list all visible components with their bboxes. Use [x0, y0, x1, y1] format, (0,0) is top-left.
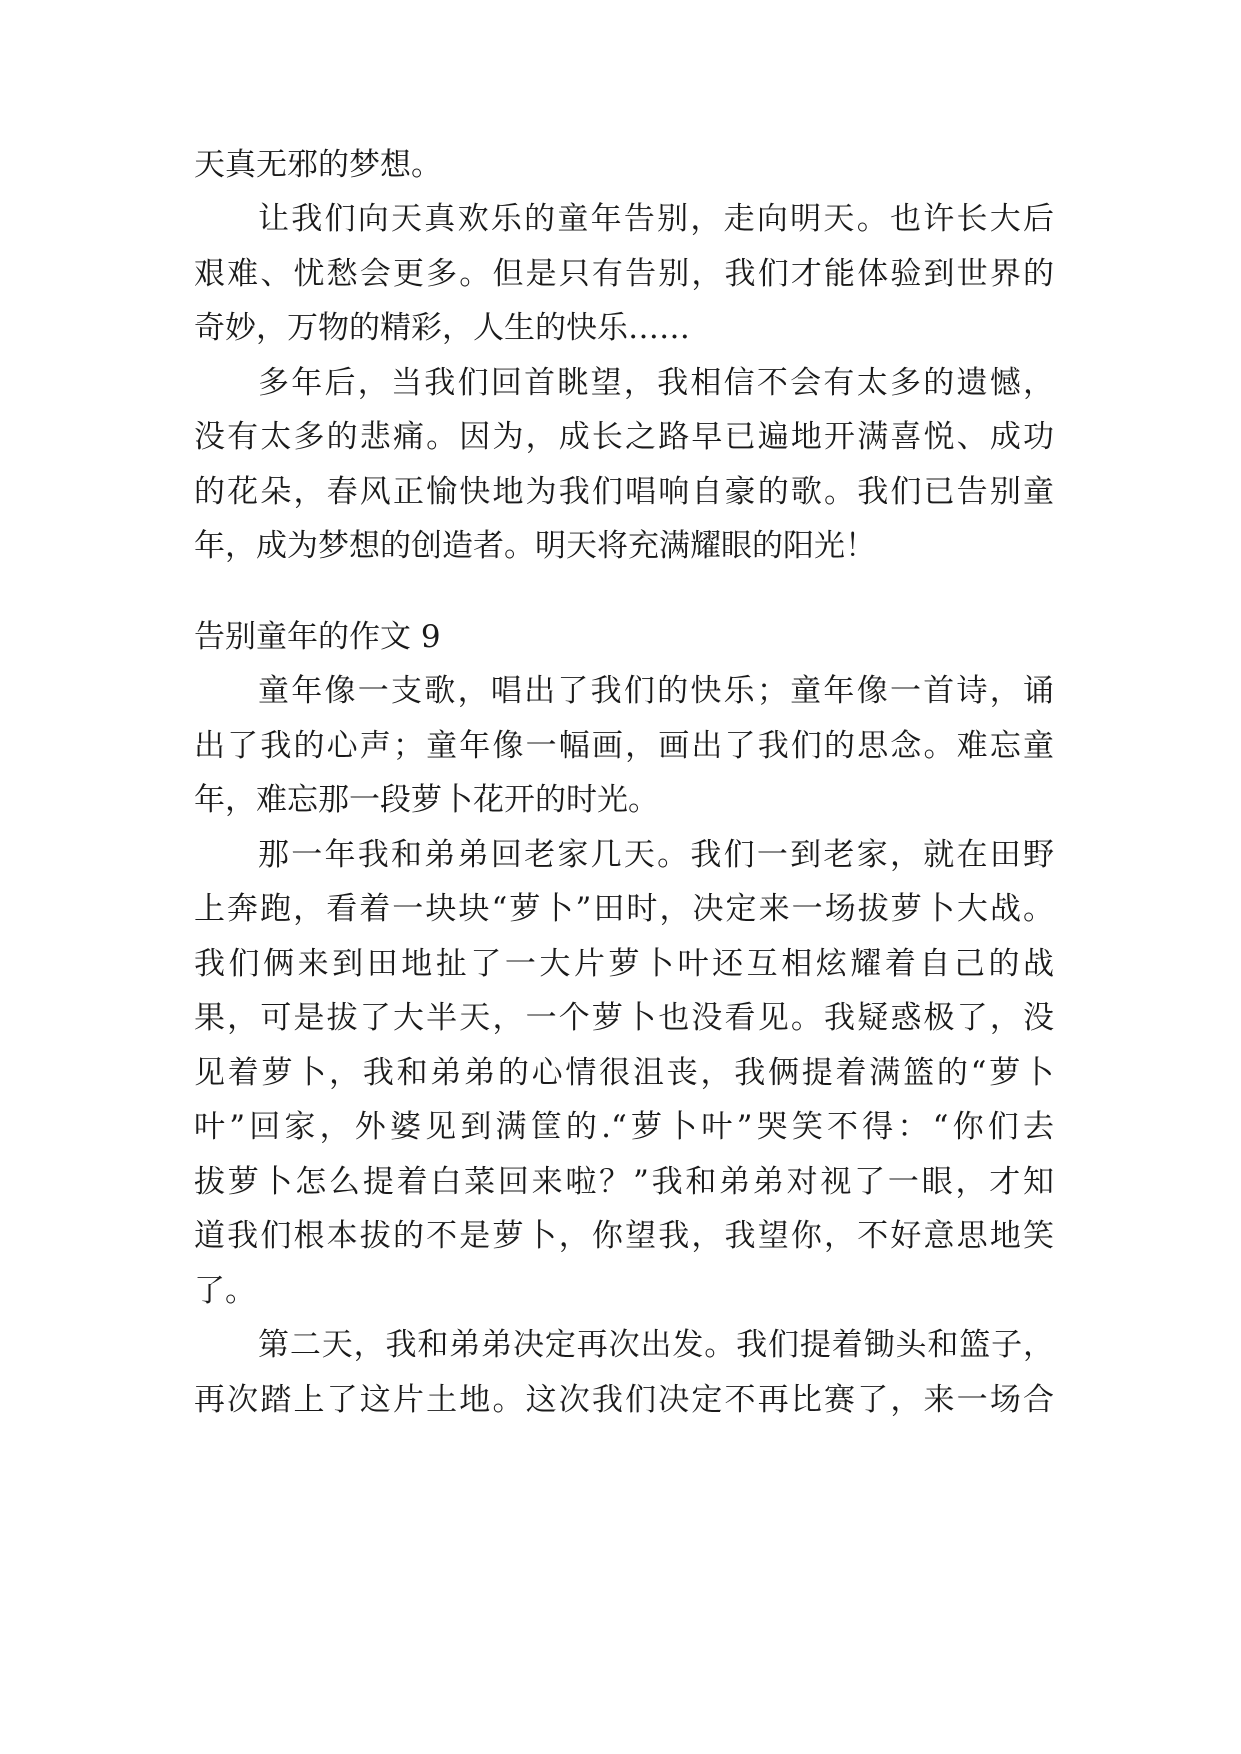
text-line: 童年像一支歌，唱出了我们的快乐；童年像一首诗，诵: [258, 673, 1054, 709]
text-line: 上奔跑，看着一块块“萝卜”田时，决定来一场拔萝卜大战。: [194, 891, 1054, 927]
text-line: 第二天，我和弟弟决定再次出发。我们提着锄头和篮子，: [258, 1327, 1054, 1363]
section-title: 告别童年的作文 9: [194, 619, 441, 655]
text-line: 道我们根本拔的不是萝卜，你望我，我望你，不好意思地笑: [194, 1218, 1054, 1254]
text-line: 见着萝卜，我和弟弟的心情很沮丧，我俩提着满篮的“萝卜: [194, 1055, 1054, 1091]
text-line: 多年后，当我们回首眺望，我相信不会有太多的遗憾，: [258, 365, 1054, 401]
text-line: 让我们向天真欢乐的童年告别，走向明天。也许长大后: [258, 201, 1054, 237]
text-line: 再次踏上了这片土地。这次我们决定不再比赛了，来一场合: [194, 1382, 1054, 1418]
text-line: 的花朵，春风正愉快地为我们唱响自豪的歌。我们已告别童: [194, 474, 1054, 510]
text-line: 年，难忘那一段萝卜花开的时光。: [194, 782, 659, 818]
text-line: 天真无邪的梦想。: [194, 147, 442, 183]
text-line: 那一年我和弟弟回老家几天。我们一到老家，就在田野: [258, 837, 1054, 873]
text-line: 果，可是拔了大半天，一个萝卜也没看见。我疑惑极了，没: [194, 1000, 1054, 1036]
text-line: 没有太多的悲痛。因为，成长之路早已遍地开满喜悦、成功: [194, 419, 1054, 455]
text-line: 奇妙，万物的精彩，人生的快乐……: [194, 310, 690, 346]
text-line: 年，成为梦想的创造者。明天将充满耀眼的阳光！: [194, 528, 876, 564]
text-line: 拔萝卜怎么提着白菜回来啦？”我和弟弟对视了一眼，才知: [194, 1164, 1054, 1200]
text-line: 艰难、忧愁会更多。但是只有告别，我们才能体验到世界的: [194, 256, 1054, 292]
text-line: 我们俩来到田地扯了一大片萝卜叶还互相炫耀着自己的战: [194, 946, 1054, 982]
text-line: 叶”回家，外婆见到满筐的.“萝卜叶”哭笑不得：“你们去: [194, 1109, 1054, 1145]
text-line: 出了我的心声；童年像一幅画，画出了我们的思念。难忘童: [194, 728, 1054, 764]
text-line: 了。: [194, 1273, 256, 1309]
